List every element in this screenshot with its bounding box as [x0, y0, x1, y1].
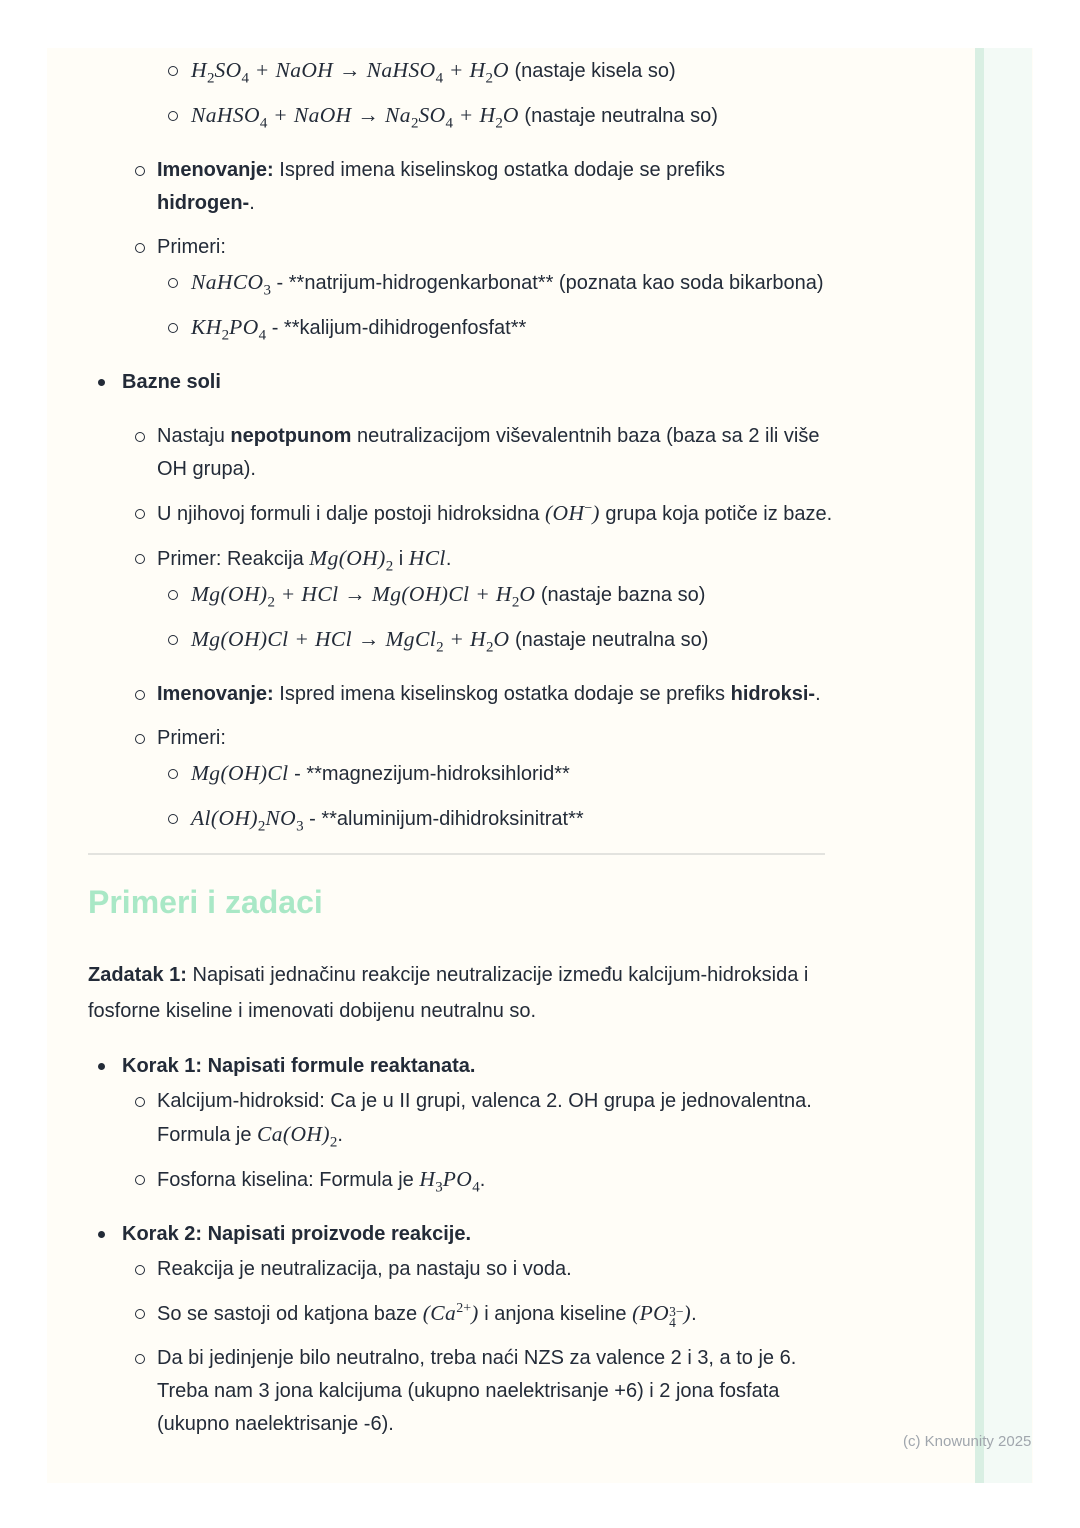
circle-bullet-icon [168, 323, 178, 333]
list-item [88, 366, 850, 399]
text-run: . [445, 548, 452, 570]
circle-bullet-icon [135, 1354, 145, 1364]
text-run: Primer: Reakcija [157, 548, 310, 570]
bold-text: nepotpunom [230, 425, 352, 447]
formula: NaHCO$_3$ [191, 270, 271, 299]
disc-bullet-icon [98, 379, 105, 386]
bold-text: hidroksi- [730, 683, 816, 705]
circle-bullet-icon [135, 1265, 145, 1275]
text-run: U njihovoj formuli i dalje postoji hidroksidna [157, 503, 545, 525]
formula: $Al(OH)_2NO_3$ [191, 806, 304, 835]
text-run: (nastaje kisela so) [508, 60, 676, 82]
circle-bullet-icon [168, 278, 178, 288]
list-item [88, 722, 850, 755]
watermark: (c) Knowunity 2025 [903, 1433, 1032, 1450]
text-run: - **kalijum-dihidrogenfosfat** [266, 317, 527, 339]
list-item [88, 1297, 850, 1331]
circle-bullet-icon [135, 554, 145, 564]
list-item [88, 497, 850, 531]
formula: Mg(OH)Cl + HCl → MgCl$_2$ + $H_2O$ [191, 627, 510, 656]
list-item [88, 623, 850, 657]
list-item [88, 231, 850, 264]
list-item [88, 1342, 850, 1441]
formula: (PO 3− 4 ) [632, 1301, 692, 1330]
circle-bullet-icon [168, 111, 178, 121]
text-run: Reakcija je neutralizacija, pa nastaju so i voda. [157, 1258, 572, 1280]
text-run: Ispred imena kiselinskog ostatka dodaje se prefiks [273, 683, 731, 705]
bold-text: hidrogen- [157, 192, 250, 214]
circle-bullet-icon [168, 590, 178, 600]
text-run: i [393, 548, 409, 570]
bold-text: Imenovanje: [157, 159, 274, 181]
text-run: neutralizacijom viševalentnih baza (baza sa 2 ili više OH grupa). [157, 425, 820, 480]
text-run: Napisati jednačinu reakcije neutralizacije između kalcijum-hidroksida i fosforne kiseline i imenovati dobijenu neutralnu so. [88, 964, 809, 1022]
text-run: Primeri i zadaci [88, 884, 323, 920]
list-item [88, 420, 850, 486]
circle-bullet-icon [168, 66, 178, 76]
text-run: . [249, 192, 255, 214]
list-item [88, 154, 850, 220]
formula: NaHSO$_4$ + NaOH → $Na_2SO_4 + H_2O$ [191, 103, 519, 132]
list-item [88, 802, 850, 836]
bold-text: Bazne soli [122, 371, 221, 393]
circle-bullet-icon [168, 814, 178, 824]
formula: $H_2SO_4$ + NaOH → NaHSO$_4$ + $H_2O$ [191, 58, 509, 87]
list-item [88, 1218, 850, 1251]
list-item [88, 99, 850, 133]
formula: $Ca(OH)_2$ [257, 1122, 338, 1151]
list-item [88, 678, 850, 711]
circle-bullet-icon [135, 690, 145, 700]
circle-bullet-icon [135, 243, 145, 253]
text-run: - **magnezijum-hidroksihlorid** [288, 763, 570, 785]
text-run: (nastaje bazna so) [535, 584, 706, 606]
text-run: . [479, 1169, 486, 1191]
list-item [88, 578, 850, 612]
circle-bullet-icon [135, 166, 145, 176]
text-run: Primeri: [157, 236, 226, 258]
text-run: Kalcijum-hidroksid: Ca je u II grupi, valenca 2. OH grupa je jednovalentna. Formula je [157, 1090, 812, 1146]
list-item [88, 1163, 850, 1197]
list-item [88, 757, 850, 791]
text-run: - **aluminijum-dihidroksinitrat** [303, 808, 584, 830]
text-run: Fosforna kiselina: Formula je [157, 1169, 420, 1191]
circle-bullet-icon [135, 1309, 145, 1319]
text-run: grupa koja potiče iz baze. [599, 503, 833, 525]
circle-bullet-icon [135, 509, 145, 519]
text-run: Nastaju [157, 425, 231, 447]
bold-text: Korak 1: Napisati formule reaktanata. [122, 1055, 476, 1077]
formula: (OH−) [544, 500, 600, 525]
list-item [88, 54, 850, 88]
circle-bullet-icon [135, 432, 145, 442]
text-run: (nastaje neutralna so) [518, 105, 718, 127]
formula: HCl [408, 546, 446, 570]
text-run: . [815, 683, 821, 705]
formula: $Mg(OH)_2$ + HCl → $Mg(OH)Cl + H_2O$ [191, 582, 536, 611]
text-run: Da bi jedinjenje bilo neutralno, treba naći NZS za valence 2 i 3, a to je 6. Treba nam 3 jona kalcijuma (ukupno naelektrisanje +6) i 2 jona fosfata (ukupno naelektrisanje -6). [157, 1347, 797, 1435]
disc-bullet-icon [98, 1063, 105, 1070]
section-heading [88, 881, 850, 923]
formula: $Mg(OH)_2$ [309, 546, 394, 575]
text-run: . [337, 1124, 343, 1146]
text-run: - **natrijum-hidrogenkarbonat** (poznata kao soda bikarbona) [270, 272, 824, 294]
divider [88, 853, 825, 855]
list-item [88, 311, 850, 345]
text-run: Ispred imena kiselinskog ostatka dodaje se prefiks [273, 159, 726, 181]
bold-text: Korak 2: Napisati proizvode reakcije. [122, 1223, 472, 1245]
list-item [88, 1253, 850, 1286]
circle-bullet-icon [168, 635, 178, 645]
text-run: So se sastoji od katjona baze [157, 1303, 423, 1325]
formula: $KH_2PO_4$ [191, 315, 267, 344]
formula: $(Ca^{2+})$ [422, 1300, 479, 1325]
note-card [47, 48, 1033, 1483]
formula: Mg(OH)Cl [191, 761, 289, 785]
accent-strip [975, 48, 1032, 1483]
formula: $H_3PO_4$ [419, 1167, 480, 1196]
list-item [88, 266, 850, 300]
list-item [88, 1050, 850, 1083]
list-item [88, 1085, 850, 1152]
circle-bullet-icon [135, 1097, 145, 1107]
list-item [88, 542, 850, 576]
disc-bullet-icon [98, 1231, 105, 1238]
bold-text: Zadatak 1: [88, 964, 187, 986]
text-run: (nastaje neutralna so) [509, 629, 709, 651]
text-run: i anjona kiseline [478, 1303, 633, 1325]
circle-bullet-icon [135, 734, 145, 744]
text-run: Primeri: [157, 727, 226, 749]
circle-bullet-icon [135, 1175, 145, 1185]
paragraph [88, 957, 850, 1029]
circle-bullet-icon [168, 769, 178, 779]
text-run: . [691, 1303, 697, 1325]
content [88, 54, 850, 1441]
bold-text: Imenovanje: [157, 683, 274, 705]
